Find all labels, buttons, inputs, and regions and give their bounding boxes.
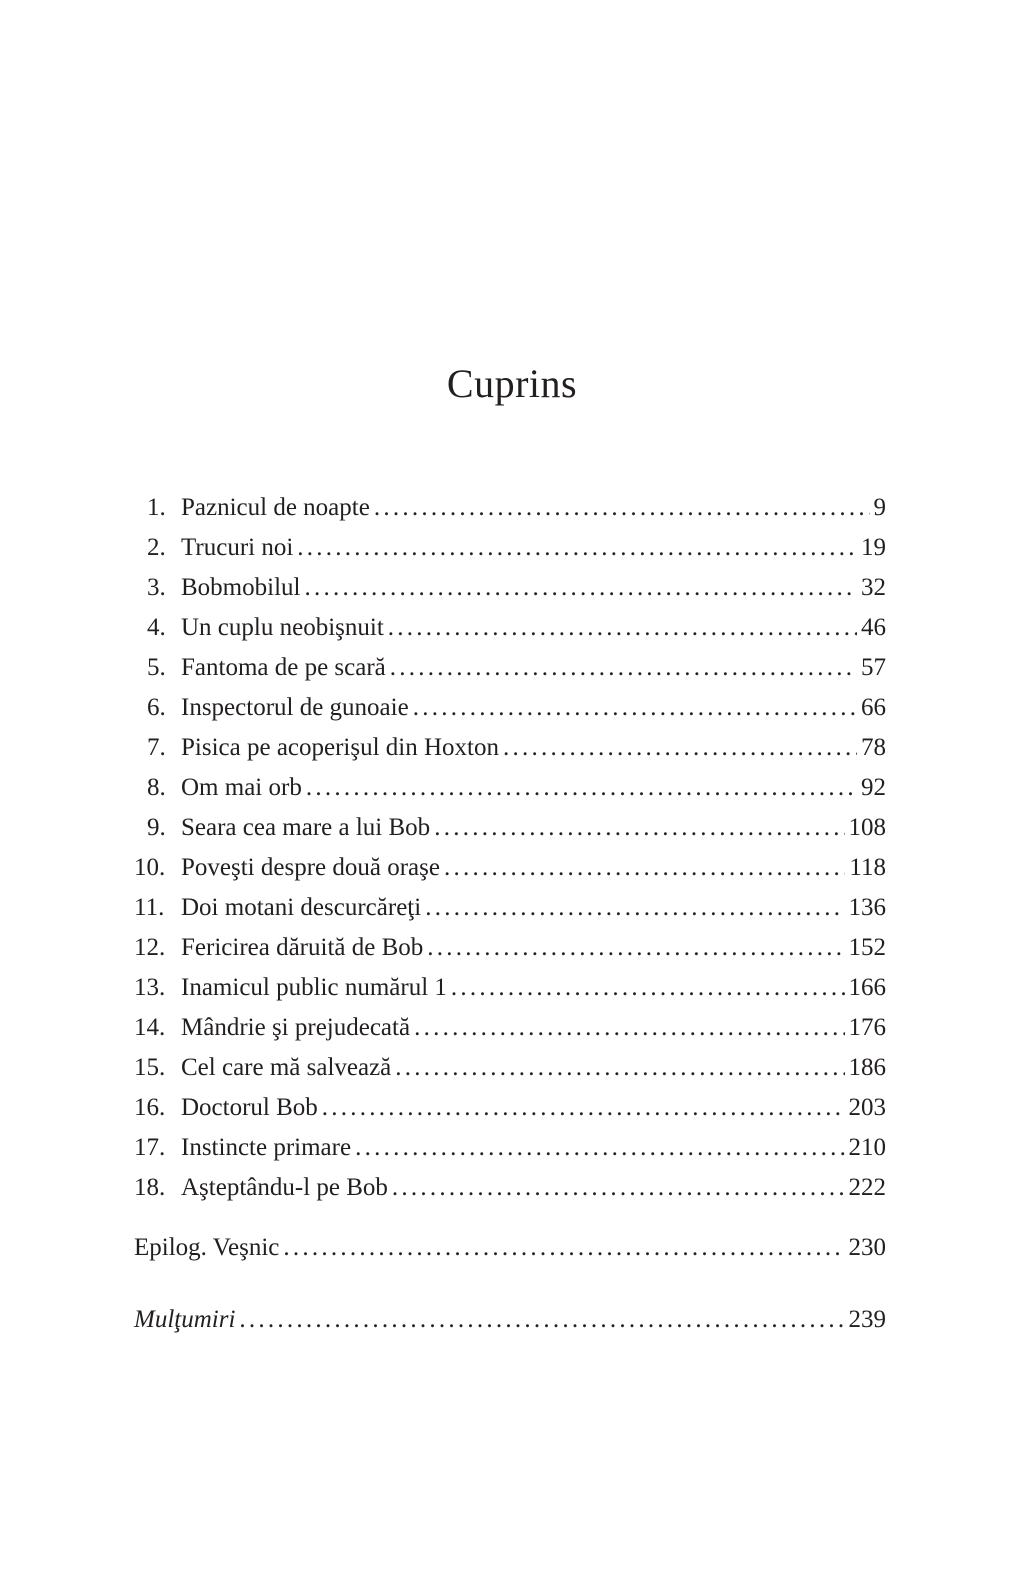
- chapter-title: Seara cea mare a lui Bob: [181, 814, 431, 841]
- chapter-title: Poveşti despre două oraşe: [181, 854, 440, 881]
- chapter-number: 17.: [134, 1134, 166, 1161]
- dot-leader: [503, 728, 857, 768]
- chapter-title: Fantoma de pe scară: [181, 654, 386, 681]
- chapter-number: 2.: [147, 534, 166, 561]
- chapter-title: Om mai orb: [181, 774, 302, 801]
- epilog-title: Epilog. Veşnic: [134, 1234, 280, 1261]
- page-number: 176: [848, 1014, 886, 1041]
- dot-leader: [374, 488, 870, 528]
- page-number: 186: [848, 1054, 886, 1081]
- toc-entry: [134, 728, 886, 768]
- toc-entry: [134, 488, 886, 528]
- toc-entry: [134, 888, 886, 928]
- acknowledgements-title: Mulţumiri: [134, 1306, 236, 1333]
- dot-leader: [392, 1168, 845, 1208]
- dot-leader: [414, 1008, 844, 1048]
- toc-entry: [134, 568, 886, 608]
- page-number: 210: [848, 1134, 886, 1161]
- dot-leader: [283, 1228, 844, 1268]
- toc-entry: [134, 848, 886, 888]
- dot-leader: [451, 968, 845, 1008]
- page-number: 32: [861, 574, 886, 601]
- chapter-title: Fericirea dăruită de Bob: [181, 934, 424, 961]
- chapter-number: 3.: [147, 574, 166, 601]
- chapter-title: Bobmobilul: [181, 574, 301, 601]
- chapter-number: 16.: [134, 1094, 166, 1121]
- dot-leader: [239, 1300, 844, 1340]
- chapter-title: Trucuri noi: [181, 534, 294, 561]
- toc-entry: [134, 968, 886, 1008]
- dot-leader: [306, 768, 857, 808]
- toc-entry: [134, 1168, 886, 1208]
- page-number: 78: [861, 734, 886, 761]
- page-number: 57: [861, 654, 886, 681]
- chapter-title: Cel care mă salvează: [181, 1054, 392, 1081]
- page-number: 46: [861, 614, 886, 641]
- chapter-title: Doi motani descurcăreţi: [181, 894, 422, 921]
- chapter-number: 18.: [134, 1174, 166, 1201]
- page-number: 19: [861, 534, 886, 561]
- chapter-title: Mândrie şi prejudecată: [181, 1014, 411, 1041]
- page-number: 152: [848, 934, 886, 961]
- dot-leader: [425, 888, 844, 928]
- toc-entry: [134, 1048, 886, 1088]
- toc-entry: [134, 608, 886, 648]
- chapter-title: Inspectorul de gunoaie: [181, 694, 409, 721]
- toc-entry: [134, 688, 886, 728]
- toc-entry: [134, 1128, 886, 1168]
- toc-entry-acknowledgements: [134, 1300, 886, 1340]
- toc-entry: [134, 528, 886, 568]
- page-number: 118: [849, 854, 886, 881]
- chapter-number: 9.: [147, 814, 166, 841]
- toc-entry-epilog: [134, 1228, 886, 1268]
- page-title: Cuprins: [446, 361, 578, 406]
- chapter-title: Pisica pe acoperişul din Hoxton: [181, 734, 499, 761]
- dot-leader: [427, 928, 844, 968]
- page-number: 222: [848, 1174, 886, 1201]
- page-number: 9: [873, 494, 886, 521]
- toc-entry: [134, 1008, 886, 1048]
- page-number: 239: [848, 1306, 886, 1333]
- chapter-title: Inamicul public numărul 1: [181, 974, 447, 1001]
- chapter-number: 14.: [134, 1014, 166, 1041]
- chapter-number: 15.: [134, 1054, 166, 1081]
- toc-entry: [134, 648, 886, 688]
- chapter-title: Doctorul Bob: [181, 1094, 318, 1121]
- toc-entry: [134, 1088, 886, 1128]
- chapter-number: 4.: [147, 614, 166, 641]
- toc-entry: [134, 808, 886, 848]
- dot-leader: [297, 528, 857, 568]
- dot-leader: [388, 608, 857, 648]
- chapter-title: Paznicul de noapte: [181, 494, 370, 521]
- page-number: 203: [848, 1094, 886, 1121]
- chapter-number: 12.: [134, 934, 166, 961]
- dot-leader: [434, 808, 844, 848]
- chapter-number: 11.: [134, 894, 165, 921]
- toc-entry: [134, 768, 886, 808]
- dot-leader: [390, 648, 857, 688]
- chapter-number: 10.: [134, 854, 166, 881]
- chapter-title: Instincte primare: [181, 1134, 352, 1161]
- dot-leader: [395, 1048, 844, 1088]
- chapter-number: 5.: [147, 654, 166, 681]
- dot-leader: [413, 688, 857, 728]
- page-number: 108: [848, 814, 886, 841]
- page-number: 230: [848, 1234, 886, 1261]
- dot-leader: [304, 568, 857, 608]
- toc-entry: [134, 928, 886, 968]
- chapter-number: 1.: [147, 494, 166, 521]
- page-number: 166: [848, 974, 886, 1001]
- chapter-number: 13.: [134, 974, 166, 1001]
- dot-leader: [355, 1128, 844, 1168]
- page-number: 136: [848, 894, 886, 921]
- chapter-title: Aşteptându-l pe Bob: [181, 1174, 388, 1201]
- dot-leader: [322, 1088, 845, 1128]
- chapter-number: 6.: [147, 694, 166, 721]
- page-number: 66: [861, 694, 886, 721]
- chapter-number: 7.: [147, 734, 166, 761]
- chapter-title: Un cuplu neobişnuit: [181, 614, 384, 641]
- page-number: 92: [861, 774, 886, 801]
- chapter-number: 8.: [147, 774, 166, 801]
- dot-leader: [444, 848, 845, 888]
